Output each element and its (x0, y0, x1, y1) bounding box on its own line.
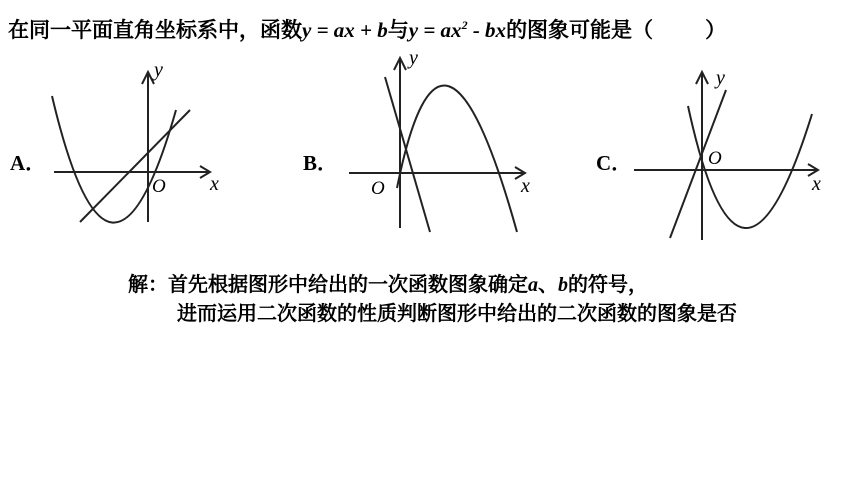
solution-line1-tail: 的符号， (568, 272, 648, 296)
question-close-paren: ） (705, 18, 727, 42)
var-b: b (558, 274, 568, 296)
option-b-graph (345, 50, 545, 240)
y-axis-label: y (716, 67, 725, 89)
x-axis-label: x (812, 173, 821, 195)
quadratic-tail: - bx (467, 18, 507, 42)
option-c-label: C． (596, 151, 633, 175)
solution-line-2: 进而运用二次函数的性质判断图形中给出的二次函数的图象是否 (177, 301, 737, 325)
quadratic-main: y = ax (408, 18, 462, 42)
solution-sep: 、 (538, 272, 558, 296)
parabola-curve (397, 86, 517, 232)
option-a-label: A． (10, 151, 47, 175)
origin-label: O (371, 178, 385, 199)
linear-function: y = ax + b (302, 18, 388, 42)
origin-label: O (152, 176, 166, 197)
option-c-graph (630, 60, 840, 245)
y-axis-label: y (154, 60, 163, 81)
var-a: a (528, 274, 538, 296)
solution-text (128, 270, 737, 327)
question-suffix: 的图象可能是（ (506, 18, 654, 42)
y-axis-label: y (409, 50, 418, 69)
question-text (8, 10, 726, 45)
question-connector: 与 (387, 18, 409, 42)
solution-line-1 (128, 270, 737, 299)
x-axis-label: x (210, 173, 219, 195)
quadratic-function (409, 18, 506, 42)
option-b-label: B． (303, 151, 339, 175)
x-axis-label: x (521, 175, 530, 197)
option-a-graph (40, 60, 240, 230)
line-graph (385, 77, 430, 232)
parabola-curve (52, 96, 176, 223)
solution-prefix: 解：首先根据图形中给出的一次函数图象确定 (128, 272, 528, 296)
parabola-curve (688, 106, 812, 228)
quadratic-exponent: 2 (461, 18, 468, 32)
line-graph (80, 110, 190, 222)
origin-label: O (708, 148, 722, 169)
question-prefix: 在同一平面直角坐标系中，函数 (8, 18, 302, 42)
